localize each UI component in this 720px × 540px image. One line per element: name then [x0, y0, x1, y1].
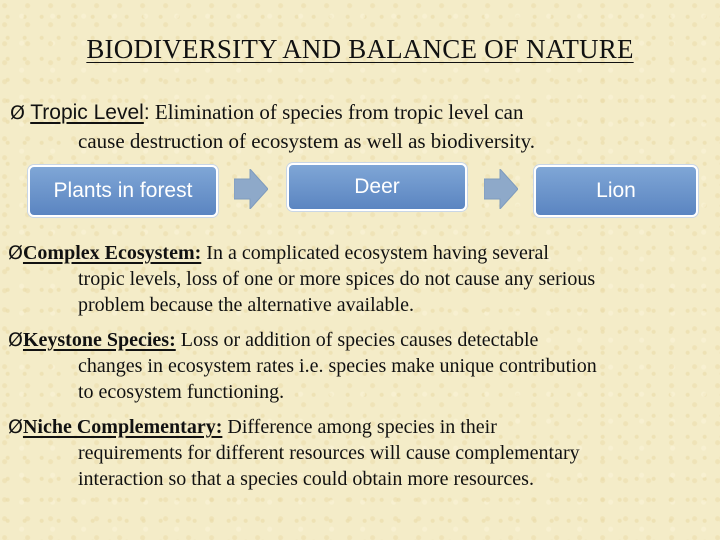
tropic-level-bullet [10, 98, 710, 155]
bullet-arrow-icon: Ø [8, 329, 23, 351]
keystone-species-line1 [8, 327, 714, 353]
niche-complementary-line1 [8, 414, 714, 440]
niche-complementary-bullet [8, 414, 714, 492]
keystone-species-bullet [8, 327, 714, 405]
flow-box-lion-label: Lion [596, 179, 636, 202]
flow-box-plants-label: Plants in forest [53, 179, 193, 202]
niche-complementary-text-1: Difference among species in their [222, 416, 497, 438]
right-arrow-icon [484, 169, 518, 209]
tropic-level-term-text: Tropic Level [30, 101, 144, 124]
tropic-level-text-line2: cause destruction of ecosystem as well as biodiversity. [78, 129, 536, 153]
complex-ecosystem-text-1: In a complicated ecosystem having several [201, 242, 549, 264]
complex-ecosystem-line1 [8, 240, 714, 266]
tropic-level-term [30, 101, 149, 124]
keystone-species-term: Keystone Species: [22, 329, 176, 351]
tropic-level-colon: : [143, 101, 150, 124]
right-arrow-icon [234, 169, 268, 209]
complex-ecosystem-term: Complex Ecosystem: [22, 242, 202, 264]
complex-ecosystem-text-2: tropic levels, loss of one or more spices do not cause any serious [78, 268, 596, 290]
keystone-species-text-3: to ecosystem functioning. [78, 381, 285, 403]
niche-complementary-text-2: requirements for different resources will cause complementary [78, 442, 580, 464]
niche-complementary-term: Niche Complementary: [22, 416, 223, 438]
flow-box-plants [28, 165, 218, 217]
keystone-species-text-1: Loss or addition of species causes detectable [175, 329, 539, 351]
complex-ecosystem-bullet [8, 240, 714, 318]
niche-complementary-text-3: interaction so that a species could obtain more resources. [78, 468, 534, 490]
flow-box-deer [287, 163, 467, 211]
tropic-level-text-line1: Elimination of species from tropic level can [149, 100, 524, 124]
bullet-arrow-icon: Ø [8, 242, 23, 264]
flow-box-deer-label: Deer [354, 175, 400, 198]
bullet-arrow-icon: Ø [10, 102, 25, 124]
bullet-arrow-icon: Ø [8, 416, 23, 438]
complex-ecosystem-text-3: problem because the alternative available. [78, 294, 414, 316]
slide-title [0, 34, 720, 65]
keystone-species-text-2: changes in ecosystem rates i.e. species make unique contribution [78, 355, 597, 377]
flow-box-lion [534, 165, 698, 217]
slide-title-text: BIODIVERSITY AND BALANCE OF NATURE [86, 34, 634, 64]
